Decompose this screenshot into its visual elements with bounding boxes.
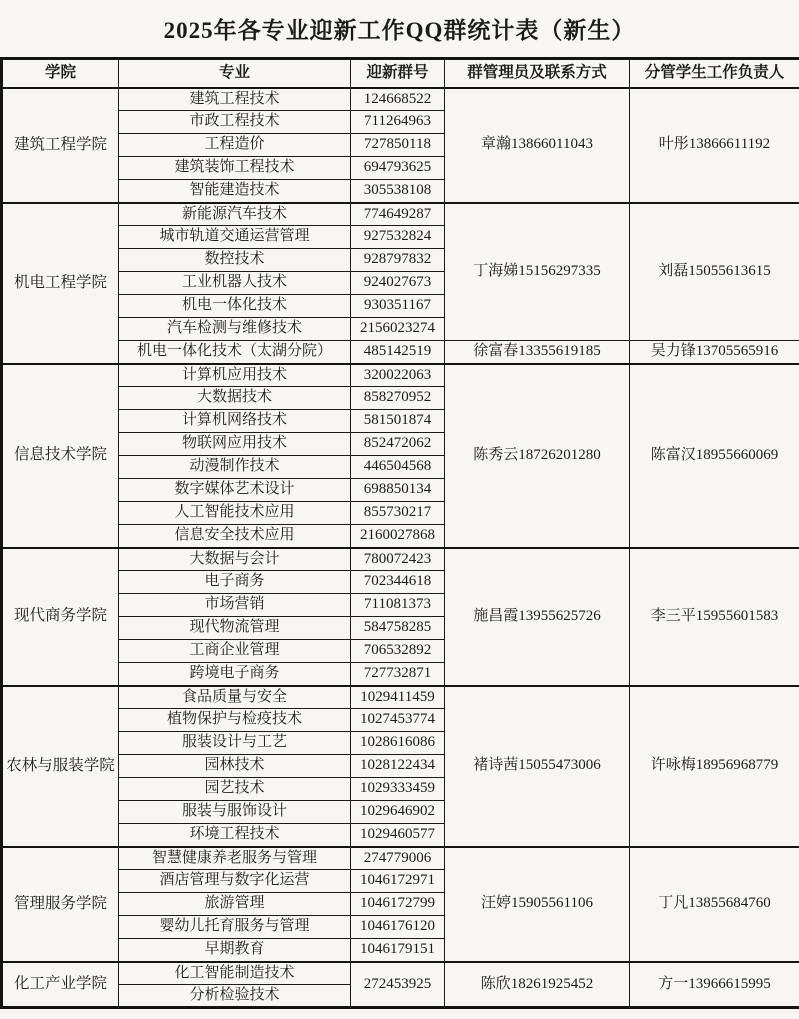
- admin-contact-cell: 徐富春13355619185: [445, 341, 630, 364]
- group-number-cell: 2160027868: [351, 525, 445, 548]
- table-row: [2, 548, 799, 571]
- major-cell: 人工智能技术应用: [119, 502, 351, 525]
- group-number-cell: 698850134: [351, 479, 445, 502]
- major-cell: 园林技术: [119, 755, 351, 778]
- admin-contact-cell: 陈秀云18726201280: [445, 364, 630, 548]
- major-cell: 建筑工程技术: [119, 88, 351, 111]
- group-number-cell: 1029460577: [351, 824, 445, 847]
- group-number-cell: 727732871: [351, 663, 445, 686]
- group-number-cell: 711264963: [351, 111, 445, 134]
- table-row: [2, 203, 799, 226]
- major-cell: 大数据与会计: [119, 548, 351, 571]
- table-row: [2, 847, 799, 870]
- major-cell: 工程造价: [119, 134, 351, 157]
- group-number-cell: 706532892: [351, 640, 445, 663]
- manager-contact-cell: 刘磊15055613615: [630, 203, 799, 341]
- group-number-cell: 485142519: [351, 341, 445, 364]
- manager-contact-cell: 许咏梅18956968779: [630, 686, 799, 847]
- major-cell: 跨境电子商务: [119, 663, 351, 686]
- major-cell: 环境工程技术: [119, 824, 351, 847]
- major-cell: 计算机应用技术: [119, 364, 351, 387]
- major-cell: 旅游管理: [119, 893, 351, 916]
- qq-group-table: [0, 57, 799, 1009]
- major-cell: 智慧健康养老服务与管理: [119, 847, 351, 870]
- major-cell: 机电一体化技术: [119, 295, 351, 318]
- major-cell: 工业机器人技术: [119, 272, 351, 295]
- major-cell: 城市轨道交通运营管理: [119, 226, 351, 249]
- college-cell: 现代商务学院: [2, 548, 119, 686]
- group-number-cell: 274779006: [351, 847, 445, 870]
- group-number-cell: 320022063: [351, 364, 445, 387]
- group-number-cell: 1029411459: [351, 686, 445, 709]
- group-number-cell: 694793625: [351, 157, 445, 180]
- major-cell: 智能建造技术: [119, 180, 351, 203]
- group-number-cell: 1027453774: [351, 709, 445, 732]
- group-number-cell: 727850118: [351, 134, 445, 157]
- group-number-cell: 1046176120: [351, 916, 445, 939]
- column-header-manager: 分管学生工作负责人: [630, 59, 799, 88]
- group-number-cell: 928797832: [351, 249, 445, 272]
- group-number-cell: 272453925: [351, 962, 445, 1008]
- major-cell: 大数据技术: [119, 387, 351, 410]
- group-number-cell: 852472062: [351, 433, 445, 456]
- college-cell: 农林与服装学院: [2, 686, 119, 847]
- admin-contact-cell: 汪婷15905561106: [445, 847, 630, 962]
- group-number-cell: 780072423: [351, 548, 445, 571]
- group-number-cell: 1046179151: [351, 939, 445, 962]
- admin-contact-cell: 章瀚13866011043: [445, 88, 630, 203]
- college-cell: 化工产业学院: [2, 962, 119, 1008]
- manager-contact-cell: 方一13966615995: [630, 962, 799, 1008]
- manager-contact-cell: 陈富汉18955660069: [630, 364, 799, 548]
- manager-contact-cell: 李三平15955601583: [630, 548, 799, 686]
- group-number-cell: 702344618: [351, 571, 445, 594]
- major-cell: 服装设计与工艺: [119, 732, 351, 755]
- major-cell: 电子商务: [119, 571, 351, 594]
- admin-contact-cell: 丁海娣15156297335: [445, 203, 630, 341]
- college-cell: 信息技术学院: [2, 364, 119, 548]
- college-cell: 管理服务学院: [2, 847, 119, 962]
- group-number-cell: 1028616086: [351, 732, 445, 755]
- manager-contact-cell: 丁凡13855684760: [630, 847, 799, 962]
- column-header-college: 学院: [2, 59, 119, 88]
- major-cell: 植物保护与检疫技术: [119, 709, 351, 732]
- table-row: [2, 341, 799, 364]
- major-cell: 数字媒体艺术设计: [119, 479, 351, 502]
- column-header-major: 专业: [119, 59, 351, 88]
- page-title: 2025年各专业迎新工作QQ群统计表（新生）: [163, 18, 636, 43]
- group-number-cell: 711081373: [351, 594, 445, 617]
- table-row: [2, 88, 799, 111]
- major-cell: 婴幼儿托育服务与管理: [119, 916, 351, 939]
- major-cell: 化工智能制造技术: [119, 962, 351, 985]
- table-row: [2, 962, 799, 985]
- major-cell: 建筑装饰工程技术: [119, 157, 351, 180]
- major-cell: 信息安全技术应用: [119, 525, 351, 548]
- major-cell: 市场营销: [119, 594, 351, 617]
- manager-contact-cell: 吴力锋13705565916: [630, 341, 799, 364]
- college-cell: 建筑工程学院: [2, 88, 119, 203]
- header-row: [2, 59, 799, 88]
- admin-contact-cell: 陈欣18261925452: [445, 962, 630, 1008]
- group-number-cell: 930351167: [351, 295, 445, 318]
- major-cell: 园艺技术: [119, 778, 351, 801]
- group-number-cell: 2156023274: [351, 318, 445, 341]
- major-cell: 早期教育: [119, 939, 351, 962]
- group-number-cell: 1046172799: [351, 893, 445, 916]
- table-row: [2, 686, 799, 709]
- admin-contact-cell: 施昌霞13955625726: [445, 548, 630, 686]
- major-cell: 工商企业管理: [119, 640, 351, 663]
- major-cell: 机电一体化技术（太湖分院）: [119, 341, 351, 364]
- major-cell: 数控技术: [119, 249, 351, 272]
- major-cell: 汽车检测与维修技术: [119, 318, 351, 341]
- group-number-cell: 855730217: [351, 502, 445, 525]
- major-cell: 物联网应用技术: [119, 433, 351, 456]
- group-number-cell: 1029646902: [351, 801, 445, 824]
- group-number-cell: 774649287: [351, 203, 445, 226]
- major-cell: 分析检验技术: [119, 985, 351, 1008]
- group-number-cell: 124668522: [351, 88, 445, 111]
- group-number-cell: 927532824: [351, 226, 445, 249]
- major-cell: 新能源汽车技术: [119, 203, 351, 226]
- major-cell: 现代物流管理: [119, 617, 351, 640]
- group-number-cell: 1029333459: [351, 778, 445, 801]
- group-number-cell: 924027673: [351, 272, 445, 295]
- major-cell: 食品质量与安全: [119, 686, 351, 709]
- major-cell: 计算机网络技术: [119, 410, 351, 433]
- college-cell: 机电工程学院: [2, 203, 119, 364]
- table-row: [2, 364, 799, 387]
- major-cell: 市政工程技术: [119, 111, 351, 134]
- manager-contact-cell: 叶彤13866611192: [630, 88, 799, 203]
- major-cell: 服装与服饰设计: [119, 801, 351, 824]
- group-number-cell: 858270952: [351, 387, 445, 410]
- major-cell: 动漫制作技术: [119, 456, 351, 479]
- group-number-cell: 1046172971: [351, 870, 445, 893]
- group-number-cell: 446504568: [351, 456, 445, 479]
- group-number-cell: 584758285: [351, 617, 445, 640]
- column-header-admin: 群管理员及联系方式: [445, 59, 630, 88]
- column-header-group-number: 迎新群号: [351, 59, 445, 88]
- major-cell: 酒店管理与数字化运营: [119, 870, 351, 893]
- group-number-cell: 1028122434: [351, 755, 445, 778]
- group-number-cell: 305538108: [351, 180, 445, 203]
- admin-contact-cell: 褚诗茜15055473006: [445, 686, 630, 847]
- group-number-cell: 581501874: [351, 410, 445, 433]
